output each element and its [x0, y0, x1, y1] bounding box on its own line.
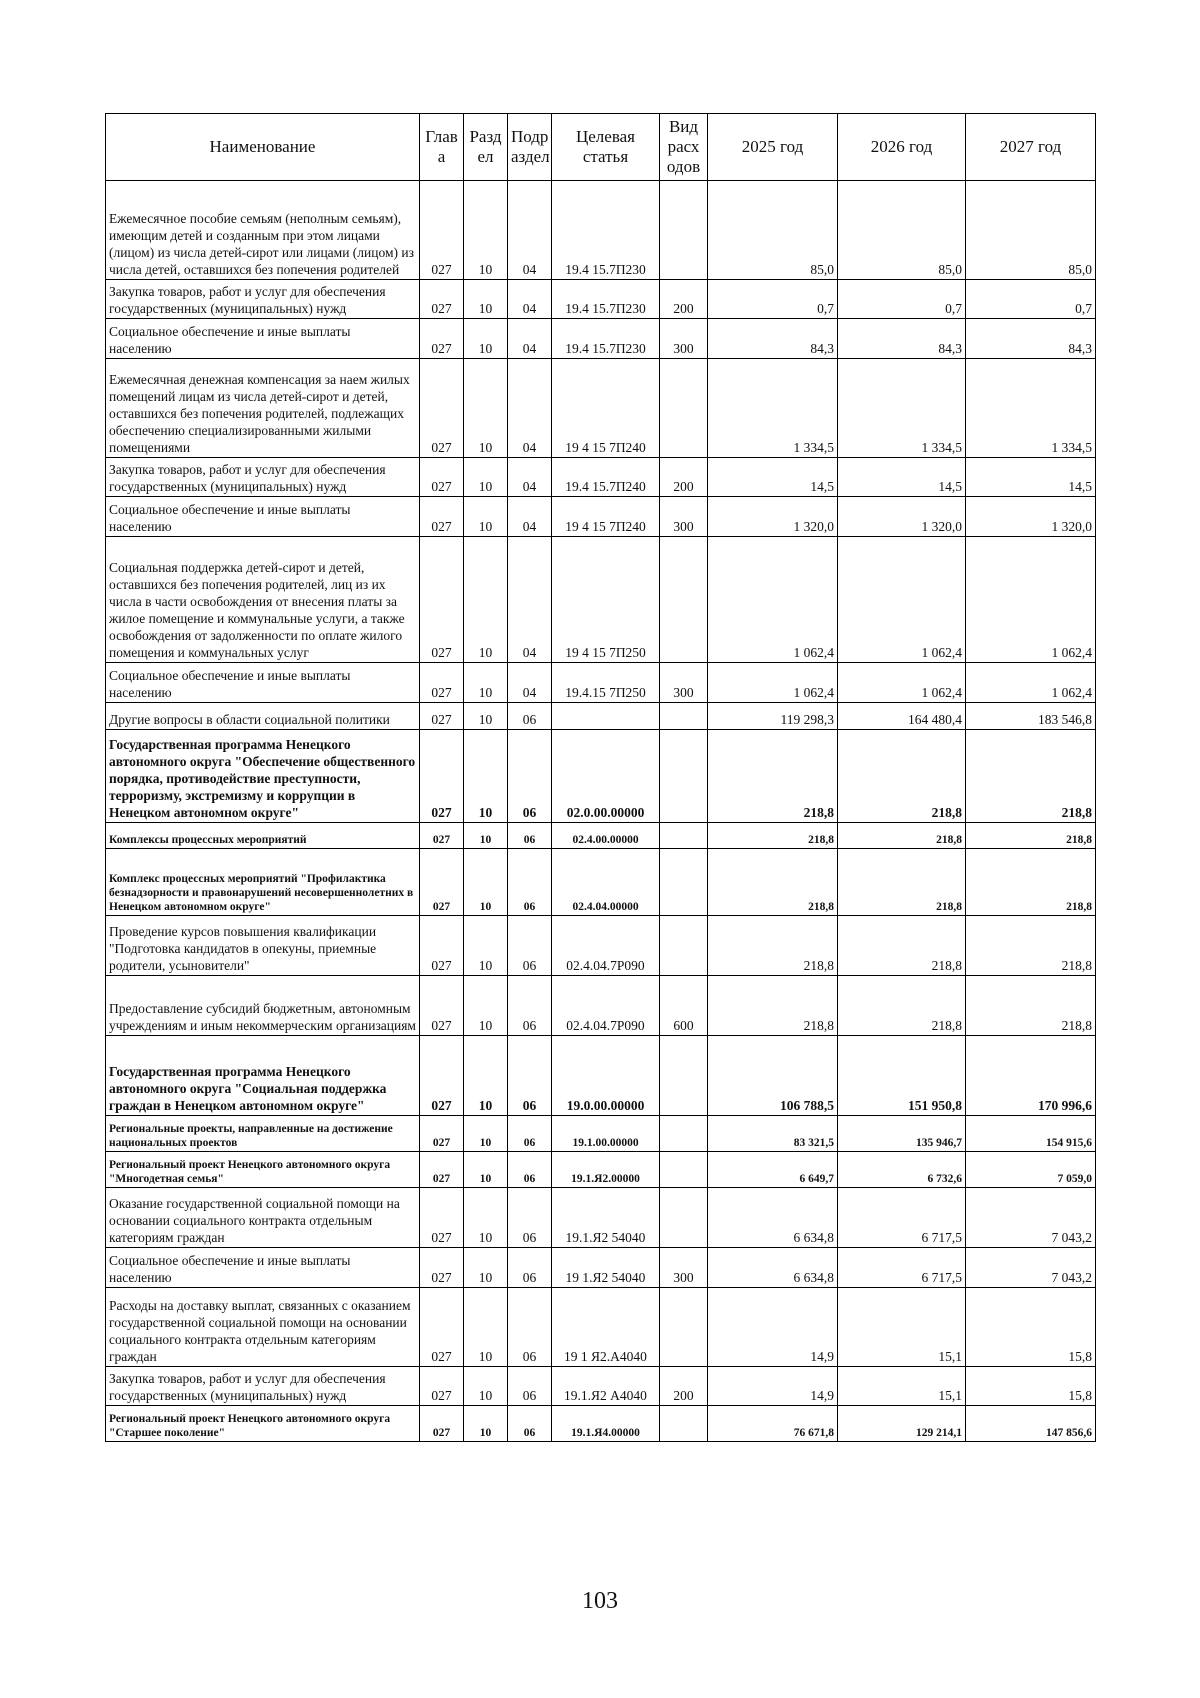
cell-name: Социальная поддержка детей-сирот и детей, оставшихся без попечения родителей, лиц из их числа в части освобождения от внесения платы за жилое помещение и коммунальные услуги, а также освобождения от задолженности по оплате жилого помещения и коммунальных услуг	[106, 537, 420, 663]
cell-glava: 027	[420, 181, 464, 280]
cell-glava: 027	[420, 1248, 464, 1288]
cell-y2027: 218,8	[966, 730, 1096, 823]
cell-y2025: 1 320,0	[708, 497, 838, 537]
cell-y2025: 1 062,4	[708, 537, 838, 663]
budget-table	[105, 113, 1096, 1442]
cell-article: 19.0.00.00000	[552, 1036, 660, 1116]
cell-y2027: 1 062,4	[966, 663, 1096, 703]
cell-y2025: 14,9	[708, 1367, 838, 1406]
cell-vid: 300	[660, 1248, 708, 1288]
cell-razdel: 10	[464, 663, 508, 703]
cell-podrazdel: 06	[508, 1036, 552, 1116]
cell-y2025: 218,8	[708, 849, 838, 916]
cell-razdel: 10	[464, 497, 508, 537]
cell-y2027: 218,8	[966, 823, 1096, 849]
table-row	[106, 1116, 1096, 1152]
cell-glava: 027	[420, 730, 464, 823]
cell-y2026: 151 950,8	[838, 1036, 966, 1116]
cell-glava: 027	[420, 1367, 464, 1406]
cell-razdel: 10	[464, 823, 508, 849]
cell-glava: 027	[420, 849, 464, 916]
cell-y2026: 15,1	[838, 1288, 966, 1367]
cell-article: 02.4.04.7Р090	[552, 916, 660, 976]
table-row	[106, 458, 1096, 497]
cell-name: Социальное обеспечение и иные выплаты населению	[106, 497, 420, 537]
cell-podrazdel: 06	[508, 1248, 552, 1288]
cell-y2025: 84,3	[708, 319, 838, 359]
cell-podrazdel: 06	[508, 976, 552, 1036]
cell-y2027: 85,0	[966, 181, 1096, 280]
cell-y2025: 1 062,4	[708, 663, 838, 703]
cell-name: Комплексы процессных мероприятий	[106, 823, 420, 849]
cell-podrazdel: 04	[508, 280, 552, 319]
cell-y2027: 218,8	[966, 916, 1096, 976]
cell-glava: 027	[420, 458, 464, 497]
cell-razdel: 10	[464, 1406, 508, 1442]
header-podrazdel: Подр аздел	[508, 114, 552, 181]
table-row	[106, 319, 1096, 359]
cell-vid	[660, 1036, 708, 1116]
cell-y2025: 14,5	[708, 458, 838, 497]
cell-article: 19.1.00.00000	[552, 1116, 660, 1152]
cell-podrazdel: 04	[508, 319, 552, 359]
cell-y2027: 154 915,6	[966, 1116, 1096, 1152]
cell-article: 19.4 15.7П230	[552, 181, 660, 280]
cell-razdel: 10	[464, 280, 508, 319]
cell-podrazdel: 04	[508, 537, 552, 663]
cell-y2025: 14,9	[708, 1288, 838, 1367]
table-row	[106, 849, 1096, 916]
cell-y2027: 147 856,6	[966, 1406, 1096, 1442]
cell-glava: 027	[420, 497, 464, 537]
cell-razdel: 10	[464, 1116, 508, 1152]
cell-razdel: 10	[464, 849, 508, 916]
cell-article: 19.1.Я2.00000	[552, 1152, 660, 1188]
cell-article: 19.1.Я4.00000	[552, 1406, 660, 1442]
cell-article	[552, 703, 660, 730]
cell-article: 19.4 15.7П230	[552, 319, 660, 359]
table-row	[106, 823, 1096, 849]
cell-glava: 027	[420, 319, 464, 359]
cell-razdel: 10	[464, 1036, 508, 1116]
cell-article: 19 4 15 7П240	[552, 497, 660, 537]
cell-y2026: 1 062,4	[838, 537, 966, 663]
cell-razdel: 10	[464, 181, 508, 280]
header-name: Наименование	[106, 114, 420, 181]
cell-glava: 027	[420, 663, 464, 703]
header-vid: Вид расх одов	[660, 114, 708, 181]
cell-y2027: 84,3	[966, 319, 1096, 359]
cell-razdel: 10	[464, 537, 508, 663]
page-number: 103	[582, 1588, 618, 1614]
table-row	[106, 976, 1096, 1036]
cell-name: Социальное обеспечение и иные выплаты населению	[106, 663, 420, 703]
cell-y2027: 218,8	[966, 849, 1096, 916]
cell-y2027: 0,7	[966, 280, 1096, 319]
cell-glava: 027	[420, 703, 464, 730]
cell-article: 19 4 15 7П250	[552, 537, 660, 663]
cell-vid	[660, 1288, 708, 1367]
cell-razdel: 10	[464, 976, 508, 1036]
cell-y2025: 6 634,8	[708, 1248, 838, 1288]
cell-y2026: 218,8	[838, 823, 966, 849]
cell-article: 19 1 Я2.А4040	[552, 1288, 660, 1367]
cell-name: Предоставление субсидий бюджетным, автономным учреждениям и иным некоммерческим организациям	[106, 976, 420, 1036]
cell-name: Региональные проекты, направленные на достижение национальных проектов	[106, 1116, 420, 1152]
cell-y2026: 14,5	[838, 458, 966, 497]
cell-y2025: 83 321,5	[708, 1116, 838, 1152]
cell-name: Закупка товаров, работ и услуг для обеспечения государственных (муниципальных) нужд	[106, 458, 420, 497]
cell-podrazdel: 06	[508, 1152, 552, 1188]
cell-podrazdel: 06	[508, 823, 552, 849]
table-header-row	[106, 114, 1096, 181]
cell-name: Социальное обеспечение и иные выплаты населению	[106, 319, 420, 359]
cell-vid: 200	[660, 1367, 708, 1406]
cell-name: Оказание государственной социальной помощи на основании социального контракта отдельным категориям граждан	[106, 1188, 420, 1248]
table-row	[106, 1152, 1096, 1188]
table-body	[106, 181, 1096, 1442]
cell-y2026: 6 717,5	[838, 1188, 966, 1248]
cell-vid: 300	[660, 319, 708, 359]
header-2027: 2027 год	[966, 114, 1096, 181]
cell-name: Проведение курсов повышения квалификации "Подготовка кандидатов в опекуны, приемные родители, усыновители"	[106, 916, 420, 976]
cell-y2025: 106 788,5	[708, 1036, 838, 1116]
cell-y2025: 6 634,8	[708, 1188, 838, 1248]
cell-glava: 027	[420, 280, 464, 319]
cell-y2025: 218,8	[708, 916, 838, 976]
table-row	[106, 916, 1096, 976]
table-row	[106, 1188, 1096, 1248]
cell-podrazdel: 06	[508, 1188, 552, 1248]
cell-vid	[660, 181, 708, 280]
cell-glava: 027	[420, 359, 464, 458]
cell-name: Закупка товаров, работ и услуг для обеспечения государственных (муниципальных) нужд	[106, 1367, 420, 1406]
cell-razdel: 10	[464, 458, 508, 497]
cell-article: 02.4.00.00000	[552, 823, 660, 849]
cell-vid	[660, 730, 708, 823]
cell-y2026: 15,1	[838, 1367, 966, 1406]
cell-y2025: 85,0	[708, 181, 838, 280]
cell-y2025: 119 298,3	[708, 703, 838, 730]
table-row	[106, 1367, 1096, 1406]
cell-name: Закупка товаров, работ и услуг для обеспечения государственных (муниципальных) нужд	[106, 280, 420, 319]
cell-glava: 027	[420, 916, 464, 976]
cell-vid: 600	[660, 976, 708, 1036]
cell-y2027: 7 043,2	[966, 1248, 1096, 1288]
header-2026: 2026 год	[838, 114, 966, 181]
cell-razdel: 10	[464, 359, 508, 458]
cell-y2027: 170 996,6	[966, 1036, 1096, 1116]
cell-vid	[660, 1188, 708, 1248]
cell-vid	[660, 359, 708, 458]
cell-y2026: 218,8	[838, 976, 966, 1036]
cell-y2027: 15,8	[966, 1367, 1096, 1406]
cell-y2027: 1 062,4	[966, 537, 1096, 663]
cell-podrazdel: 06	[508, 1288, 552, 1367]
cell-name: Региональный проект Ненецкого автономного округа "Старшее поколение"	[106, 1406, 420, 1442]
cell-name: Другие вопросы в области социальной политики	[106, 703, 420, 730]
cell-vid	[660, 823, 708, 849]
cell-y2027: 183 546,8	[966, 703, 1096, 730]
cell-y2027: 1 320,0	[966, 497, 1096, 537]
cell-podrazdel: 04	[508, 181, 552, 280]
cell-y2026: 84,3	[838, 319, 966, 359]
table-row	[106, 181, 1096, 280]
cell-y2027: 1 334,5	[966, 359, 1096, 458]
cell-razdel: 10	[464, 319, 508, 359]
table-row	[106, 703, 1096, 730]
table-row	[106, 280, 1096, 319]
cell-glava: 027	[420, 823, 464, 849]
cell-name: Ежемесячное пособие семьям (неполным семьям), имеющим детей и созданным при этом лицами (лицом) из числа детей-сирот или лицами (лицом) из числа детей, оставшихся без попечения родителей	[106, 181, 420, 280]
header-razdel: Разд ел	[464, 114, 508, 181]
cell-y2025: 6 649,7	[708, 1152, 838, 1188]
cell-y2027: 15,8	[966, 1288, 1096, 1367]
cell-article: 19 1.Я2 54040	[552, 1248, 660, 1288]
header-article: Целевая статья	[552, 114, 660, 181]
cell-article: 02.0.00.00000	[552, 730, 660, 823]
cell-y2025: 76 671,8	[708, 1406, 838, 1442]
cell-article: 19.4.15 7П250	[552, 663, 660, 703]
cell-vid	[660, 537, 708, 663]
cell-article: 19.1.Я2 54040	[552, 1188, 660, 1248]
table-row	[106, 359, 1096, 458]
cell-name: Расходы на доставку выплат, связанных с оказанием государственной социальной помощи на основании социального контракта отдельным категориям граждан	[106, 1288, 420, 1367]
header-2025: 2025 год	[708, 114, 838, 181]
cell-y2025: 218,8	[708, 976, 838, 1036]
cell-podrazdel: 04	[508, 663, 552, 703]
cell-name: Ежемесячная денежная компенсация за наем жилых помещений лицам из числа детей-сирот и детей, оставшихся без попечения родителей, подлежащих обеспечению специализированными жилыми помещениями	[106, 359, 420, 458]
cell-y2025: 218,8	[708, 730, 838, 823]
cell-podrazdel: 06	[508, 1116, 552, 1152]
table-row	[106, 1288, 1096, 1367]
cell-article: 19.4 15.7П240	[552, 458, 660, 497]
cell-razdel: 10	[464, 1288, 508, 1367]
cell-vid: 200	[660, 280, 708, 319]
table-row	[106, 1036, 1096, 1116]
table-row	[106, 497, 1096, 537]
cell-y2027: 218,8	[966, 976, 1096, 1036]
cell-name: Государственная программа Ненецкого автономного округа "Социальная поддержка граждан в Ненецком автономном округе"	[106, 1036, 420, 1116]
table-row	[106, 1248, 1096, 1288]
cell-y2026: 6 717,5	[838, 1248, 966, 1288]
cell-glava: 027	[420, 976, 464, 1036]
cell-podrazdel: 06	[508, 849, 552, 916]
cell-y2026: 1 320,0	[838, 497, 966, 537]
cell-razdel: 10	[464, 1152, 508, 1188]
cell-podrazdel: 06	[508, 1367, 552, 1406]
cell-razdel: 10	[464, 1188, 508, 1248]
table-row	[106, 1406, 1096, 1442]
cell-glava: 027	[420, 1116, 464, 1152]
cell-vid	[660, 849, 708, 916]
cell-y2026: 218,8	[838, 730, 966, 823]
cell-y2025: 218,8	[708, 823, 838, 849]
cell-razdel: 10	[464, 730, 508, 823]
cell-razdel: 10	[464, 1248, 508, 1288]
table-row	[106, 730, 1096, 823]
cell-razdel: 10	[464, 1367, 508, 1406]
cell-glava: 027	[420, 1188, 464, 1248]
cell-razdel: 10	[464, 916, 508, 976]
cell-y2026: 218,8	[838, 849, 966, 916]
cell-vid: 300	[660, 663, 708, 703]
cell-y2026: 135 946,7	[838, 1116, 966, 1152]
cell-podrazdel: 04	[508, 497, 552, 537]
cell-podrazdel: 04	[508, 359, 552, 458]
cell-y2026: 164 480,4	[838, 703, 966, 730]
cell-vid	[660, 1406, 708, 1442]
cell-article: 02.4.04.7Р090	[552, 976, 660, 1036]
cell-podrazdel: 04	[508, 458, 552, 497]
cell-y2027: 7 043,2	[966, 1188, 1096, 1248]
cell-podrazdel: 06	[508, 1406, 552, 1442]
cell-name: Государственная программа Ненецкого автономного округа "Обеспечение общественного порядка, противодействие преступности, терроризму, экстремизму и коррупции в Ненецком автономном округе"	[106, 730, 420, 823]
cell-vid: 200	[660, 458, 708, 497]
cell-vid	[660, 1152, 708, 1188]
cell-y2025: 0,7	[708, 280, 838, 319]
cell-y2026: 1 062,4	[838, 663, 966, 703]
cell-glava: 027	[420, 1152, 464, 1188]
header-glava: Глав а	[420, 114, 464, 181]
cell-y2027: 7 059,0	[966, 1152, 1096, 1188]
cell-name: Социальное обеспечение и иные выплаты населению	[106, 1248, 420, 1288]
cell-glava: 027	[420, 1036, 464, 1116]
cell-vid	[660, 1116, 708, 1152]
cell-y2027: 14,5	[966, 458, 1096, 497]
cell-y2026: 6 732,6	[838, 1152, 966, 1188]
cell-y2026: 218,8	[838, 916, 966, 976]
cell-article: 19.4 15.7П230	[552, 280, 660, 319]
cell-y2026: 85,0	[838, 181, 966, 280]
cell-vid: 300	[660, 497, 708, 537]
cell-article: 19 4 15 7П240	[552, 359, 660, 458]
cell-glava: 027	[420, 537, 464, 663]
cell-article: 19.1.Я2 А4040	[552, 1367, 660, 1406]
cell-name: Комплекс процессных мероприятий "Профилактика безнадзорности и правонарушений несовершеннолетних в Ненецком автономном округе"	[106, 849, 420, 916]
cell-y2026: 129 214,1	[838, 1406, 966, 1442]
budget-sheet	[105, 113, 1095, 1442]
cell-glava: 027	[420, 1406, 464, 1442]
cell-vid	[660, 916, 708, 976]
cell-glava: 027	[420, 1288, 464, 1367]
cell-podrazdel: 06	[508, 916, 552, 976]
cell-razdel: 10	[464, 703, 508, 730]
cell-y2025: 1 334,5	[708, 359, 838, 458]
cell-article: 02.4.04.00000	[552, 849, 660, 916]
cell-podrazdel: 06	[508, 703, 552, 730]
cell-name: Региональный проект Ненецкого автономного округа "Многодетная семья"	[106, 1152, 420, 1188]
table-row	[106, 663, 1096, 703]
table-row	[106, 537, 1096, 663]
cell-y2026: 1 334,5	[838, 359, 966, 458]
cell-podrazdel: 06	[508, 730, 552, 823]
cell-vid	[660, 703, 708, 730]
cell-y2026: 0,7	[838, 280, 966, 319]
